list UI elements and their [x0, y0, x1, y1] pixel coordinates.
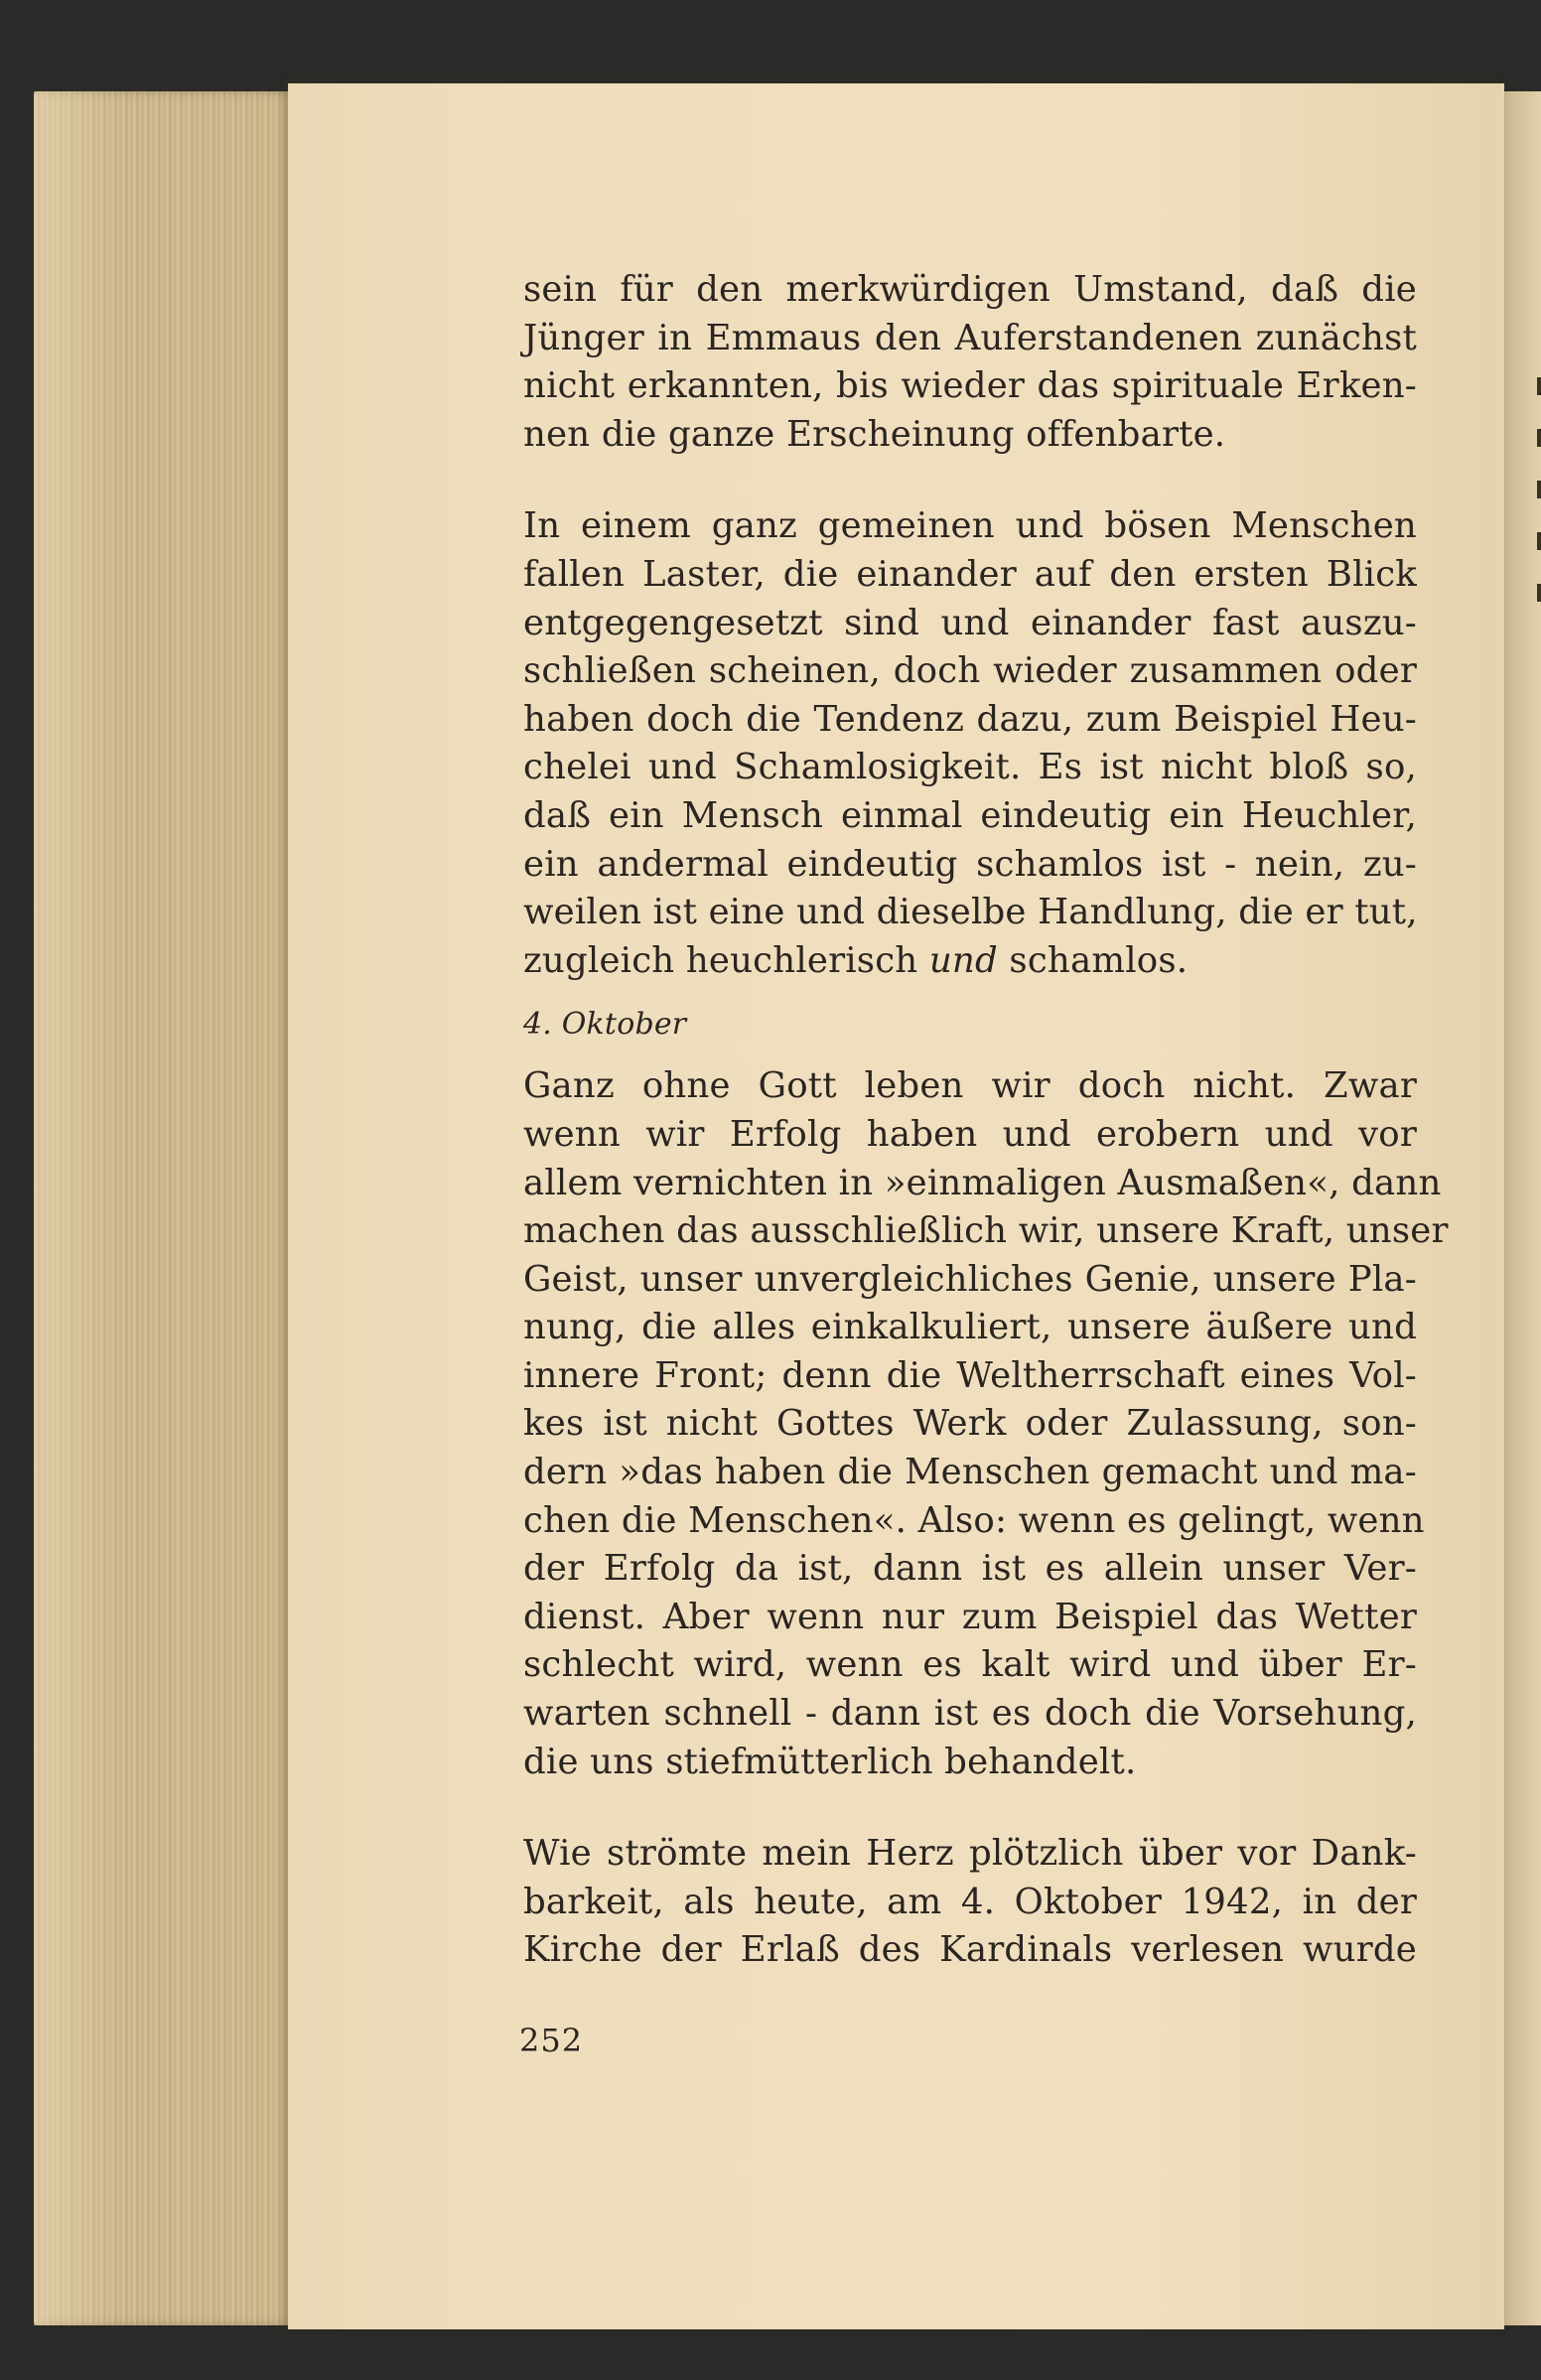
text-segment: schamlos. [997, 939, 1189, 981]
facing-page-edge [1499, 91, 1541, 2325]
paragraph-4 [523, 1830, 1417, 1975]
paragraph-2 [523, 502, 1417, 985]
facing-page-marks [1537, 377, 1541, 675]
text-line: machen das ausschließlich wir, unsere Kraft, unser [523, 1210, 1449, 1252]
text-line: chen die Menschen«. Also: wenn es gelingt, wenn [523, 1499, 1425, 1541]
page-number: 252 [519, 2022, 584, 2059]
text-line: Geist, unser unvergleichliches Genie, unsere Pla- [523, 1258, 1417, 1300]
page-text [523, 266, 1449, 1975]
text-line: weilen ist eine und dieselbe Handlung, die er tut, [523, 892, 1418, 933]
text-line: dern »das haben die Menschen gemacht und ma- [523, 1452, 1417, 1493]
text-line: Jünger in Emmaus den Auferstandenen zunächst [523, 317, 1417, 358]
text-line: ein andermal eindeutig schamlos ist - nein, zu- [523, 843, 1417, 885]
text-line: der Erfolg da ist, dann ist es allein unser Ver- [523, 1548, 1417, 1590]
text-line: kes ist nicht Gottes Werk oder Zulassung, son- [523, 1403, 1417, 1445]
text-line: nung, die alles einkalkuliert, unsere äußere und [523, 1307, 1417, 1348]
text-line: chelei und Schamlosigkeit. Es ist nicht bloß so, [523, 747, 1417, 788]
text-line: nicht erkannten, bis wieder das spirituale Erken- [523, 365, 1417, 407]
text-line: die uns stiefmütterlich behandelt. [523, 1741, 1137, 1782]
text-line [523, 937, 1417, 986]
paragraph-3 [523, 1062, 1449, 1786]
text-line: In einem ganz gemeinen und bösen Menschen [523, 505, 1417, 547]
text-line: fallen Laster, die einander auf den ersten Blick [523, 553, 1417, 595]
text-line: allem vernichten in »einmaligen Ausmaßen«, dann [523, 1162, 1442, 1203]
text-line: dienst. Aber wenn nur zum Beispiel das Wetter [523, 1596, 1417, 1637]
text-line: Ganz ohne Gott leben wir doch nicht. Zwar [523, 1065, 1417, 1107]
text-line: innere Front; denn die Weltherrschaft eines Vol- [523, 1354, 1417, 1396]
text-line: Kirche der Erlaß des Kardinals verlesen wurde [523, 1929, 1417, 1971]
paragraph-1 [523, 266, 1417, 459]
text-line: haben doch die Tendenz dazu, zum Beispiel Heu- [523, 698, 1417, 740]
text-line: wenn wir Erfolg haben und erobern und vor [523, 1113, 1417, 1155]
text-line: sein für den merkwürdigen Umstand, daß die [523, 269, 1417, 310]
text-line: schließen scheinen, doch wieder zusammen oder [523, 650, 1417, 692]
text-line: entgegengesetzt sind und einander fast auszu- [523, 602, 1417, 643]
text-line: nen die ganze Erscheinung offenbarte. [523, 413, 1226, 455]
text-line: barkeit, als heute, am 4. Oktober 1942, in der [523, 1881, 1417, 1922]
emphasized-word: und [928, 939, 998, 981]
page-edge-highlight [34, 91, 123, 2325]
text-segment: zugleich heuchlerisch [523, 939, 929, 981]
text-line: warten schnell - dann ist es doch die Vorsehung, [523, 1693, 1417, 1735]
entry-date-heading: 4. Oktober [523, 1007, 687, 1043]
text-line: schlecht wird, wenn es kalt wird und über Er- [523, 1644, 1417, 1686]
text-line: Wie strömte mein Herz plötzlich über vor Dank- [523, 1833, 1417, 1875]
text-line: daß ein Mensch einmal eindeutig ein Heuchler, [523, 794, 1417, 836]
